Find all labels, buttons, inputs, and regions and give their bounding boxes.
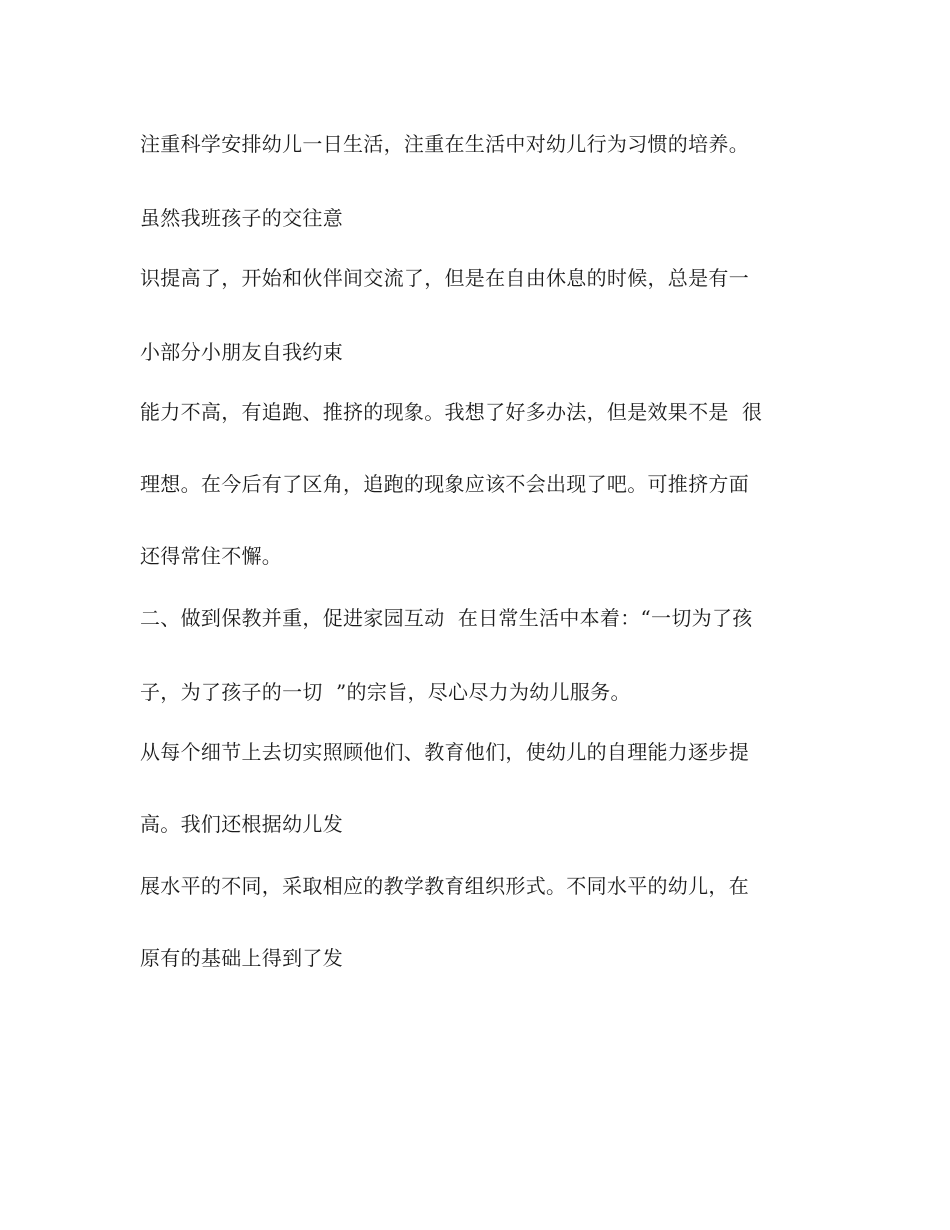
text-line: 还得常住不懈。 — [140, 544, 283, 568]
text-line: 原有的基础上得到了发 — [140, 946, 343, 970]
text-line: 虽然我班孩子的交往意 — [140, 206, 343, 230]
text-line: 高。我们还根据幼儿发 — [140, 812, 343, 836]
text-line: 从每个细节上去切实照顾他们、教育他们，使幼儿的自理能力逐步提 — [140, 740, 749, 764]
text-line: 能力不高，有追跑、推挤的现象。我想了好多办法，但是效果不是 很 — [140, 400, 763, 424]
text-line: 识提高了，开始和伙伴间交流了，但是在自由休息的时候，总是有一 — [140, 266, 749, 290]
text-line: 理想。在今后有了区角，追跑的现象应该不会出现了吧。可推挤方面 — [140, 472, 749, 496]
section-heading-line: 二、做到保教并重，促进家园互动 在日常生活中本着：“一切为了孩 — [140, 606, 753, 630]
text-line: 展水平的不同，采取相应的教学教育组织形式。不同水平的幼儿，在 — [140, 874, 749, 898]
text-line: 小部分小朋友自我约束 — [140, 340, 343, 364]
text-line: 注重科学安排幼儿一日生活，注重在生活中对幼儿行为习惯的培养。 — [140, 132, 749, 156]
text-line: 子，为了孩子的一切 ”的宗旨，尽心尽力为幼儿服务。 — [140, 680, 631, 704]
